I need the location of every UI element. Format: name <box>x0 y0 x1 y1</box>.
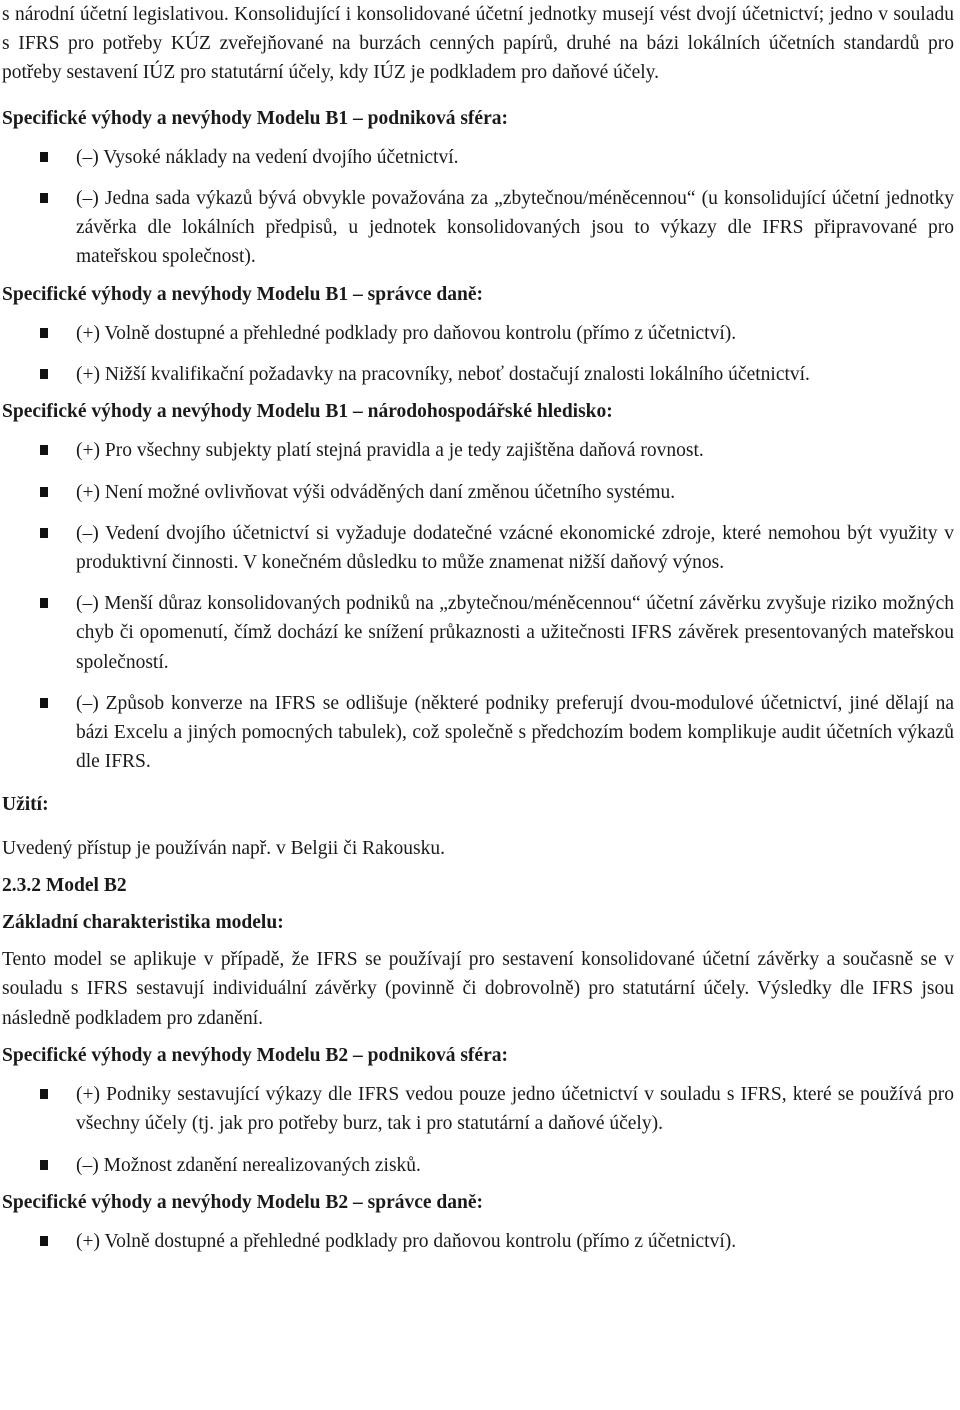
bullet-square-icon <box>40 528 48 538</box>
list-item <box>2 689 954 777</box>
heading-b1-tax-admin: Specifické výhody a nevýhody Modelu B1 – správce daně: <box>2 283 484 305</box>
heading-b2-corporate: Specifické výhody a nevýhody Modelu B2 – podniková sféra: <box>2 1044 508 1066</box>
list-item-text: (+) Nižší kvalifikační požadavky na pracovníky, neboť dostačují znalosti lokálního účetnictví. <box>76 364 810 386</box>
list-item <box>2 436 954 465</box>
list-b1-tax-admin <box>2 319 954 389</box>
list-item-text: (–) Způsob konverze na IFRS se odlišuje (některé podniky preferují dvou-modulové účetnictví, jiné dělají na bázi Excelu a jiných pomocných tabulek), což společně s předchozím bodem komplikuje audit účetních výkazů dle IFRS. <box>76 692 954 773</box>
bullet-square-icon <box>40 369 48 379</box>
heading-basic-characteristics: Základní charakteristika modelu: <box>2 912 284 934</box>
list-item-text: (–) Vedení dvojího účetnictví si vyžaduje dodatečné vzácné ekonomické zdroje, které nemohou být využity v produktivní činnosti. V konečném důsledku to může znamenat nižší daňový výnos. <box>76 522 954 574</box>
heading-usage: Užití: <box>2 794 49 816</box>
bullet-square-icon <box>40 487 48 497</box>
list-item <box>2 184 954 272</box>
list-item <box>2 1080 954 1138</box>
list-item <box>2 589 954 677</box>
bullet-square-icon <box>40 445 48 455</box>
list-item <box>2 1151 954 1180</box>
bullet-square-icon <box>40 152 48 162</box>
bullet-square-icon <box>40 1089 48 1099</box>
list-item-text: (–) Jedna sada výkazů bývá obvykle považována za „zbytečnou/méněcennou“ (u konsolidující účetní jednotky závěrka dle lokálních předpisů, u jednotek konsolidovaných jsou to výkazy dle IFRS připravované pro mateřskou společnost). <box>76 188 954 268</box>
list-item-text: (+) Pro všechny subjekty platí stejná pravidla a je tedy zajištěna daňová rovnost. <box>76 440 704 462</box>
list-item-text: (–) Možnost zdanění nerealizovaných zisků. <box>76 1154 421 1176</box>
list-item <box>2 478 954 507</box>
bullet-square-icon <box>40 698 48 708</box>
list-item-text: (–) Menší důraz konsolidovaných podniků na „zbytečnou/méněcennou“ účetní závěrku zvyšuje riziko možných chyb či opomenutí, čímž dochází ke snížení průkaznosti a užitečnosti IFRS závěrek presentovaných mateřskou společností. <box>76 593 954 673</box>
list-item-text: (+) Podniky sestavující výkazy dle IFRS vedou pouze jedno účetnictví v souladu s IFRS, které se používá pro všechny účely (tj. jak pro potřeby burz, tak i pro statutární a daňové účely). <box>76 1084 954 1135</box>
heading-b2-tax-admin: Specifické výhody a nevýhody Modelu B2 – správce daně: <box>2 1191 484 1213</box>
heading-model-b2: 2.3.2 Model B2 <box>2 874 127 896</box>
heading-b1-macro: Specifické výhody a nevýhody Modelu B1 – národohospodářské hledisko: <box>2 401 613 423</box>
list-item-text: (+) Volně dostupné a přehledné podklady pro daňovou kontrolu (přímo z účetnictví). <box>76 1230 737 1252</box>
bullet-square-icon <box>40 1236 48 1246</box>
bullet-square-icon <box>40 598 48 608</box>
list-b1-macro <box>2 436 954 776</box>
list-b2-corporate <box>2 1080 954 1180</box>
heading-b1-corporate: Specifické výhody a nevýhody Modelu B1 – podniková sféra: <box>2 107 508 129</box>
bullet-square-icon <box>40 1160 48 1170</box>
list-item-text: (+) Není možné ovlivňovat výši odváděných daní změnou účetního systému. <box>76 481 676 503</box>
intro-paragraph: s národní účetní legislativou. Konsolidující i konsolidované účetní jednotky musejí vést dvojí účetnictví; jedno v souladu s IFRS pro potřeby KÚZ zveřejňované na burzách cenných papírů, druhé na bázi lokálních účetních standardů pro potřeby sestavení IÚZ pro statutární účely, kdy IÚZ je podkladem pro daňové účely. <box>2 4 954 84</box>
usage-text: Uvedený přístup je používán např. v Belgii či Rakousku. <box>2 837 445 859</box>
list-item-text: (–) Vysoké náklady na vedení dvojího účetnictví. <box>76 146 459 168</box>
basic-characteristics-text: Tento model se aplikuje v případě, že IFRS se používají pro sestavení konsolidované účetní závěrky a současně se v souladu s IFRS sestavují individuální závěrky (povinně či dobrovolně) pro statutární účely. Výsledky dle IFRS jsou následně podkladem pro zdanění. <box>2 949 954 1029</box>
list-item-text: (+) Volně dostupné a přehledné podklady pro daňovou kontrolu (přímo z účetnictví). <box>76 322 737 344</box>
list-item <box>2 519 954 577</box>
bullet-square-icon <box>40 328 48 338</box>
list-item <box>2 319 954 348</box>
list-item <box>2 143 954 172</box>
list-item <box>2 1227 954 1256</box>
list-b1-corporate <box>2 143 954 272</box>
list-b2-tax-admin <box>2 1227 954 1256</box>
list-item <box>2 360 954 389</box>
bullet-square-icon <box>40 193 48 203</box>
